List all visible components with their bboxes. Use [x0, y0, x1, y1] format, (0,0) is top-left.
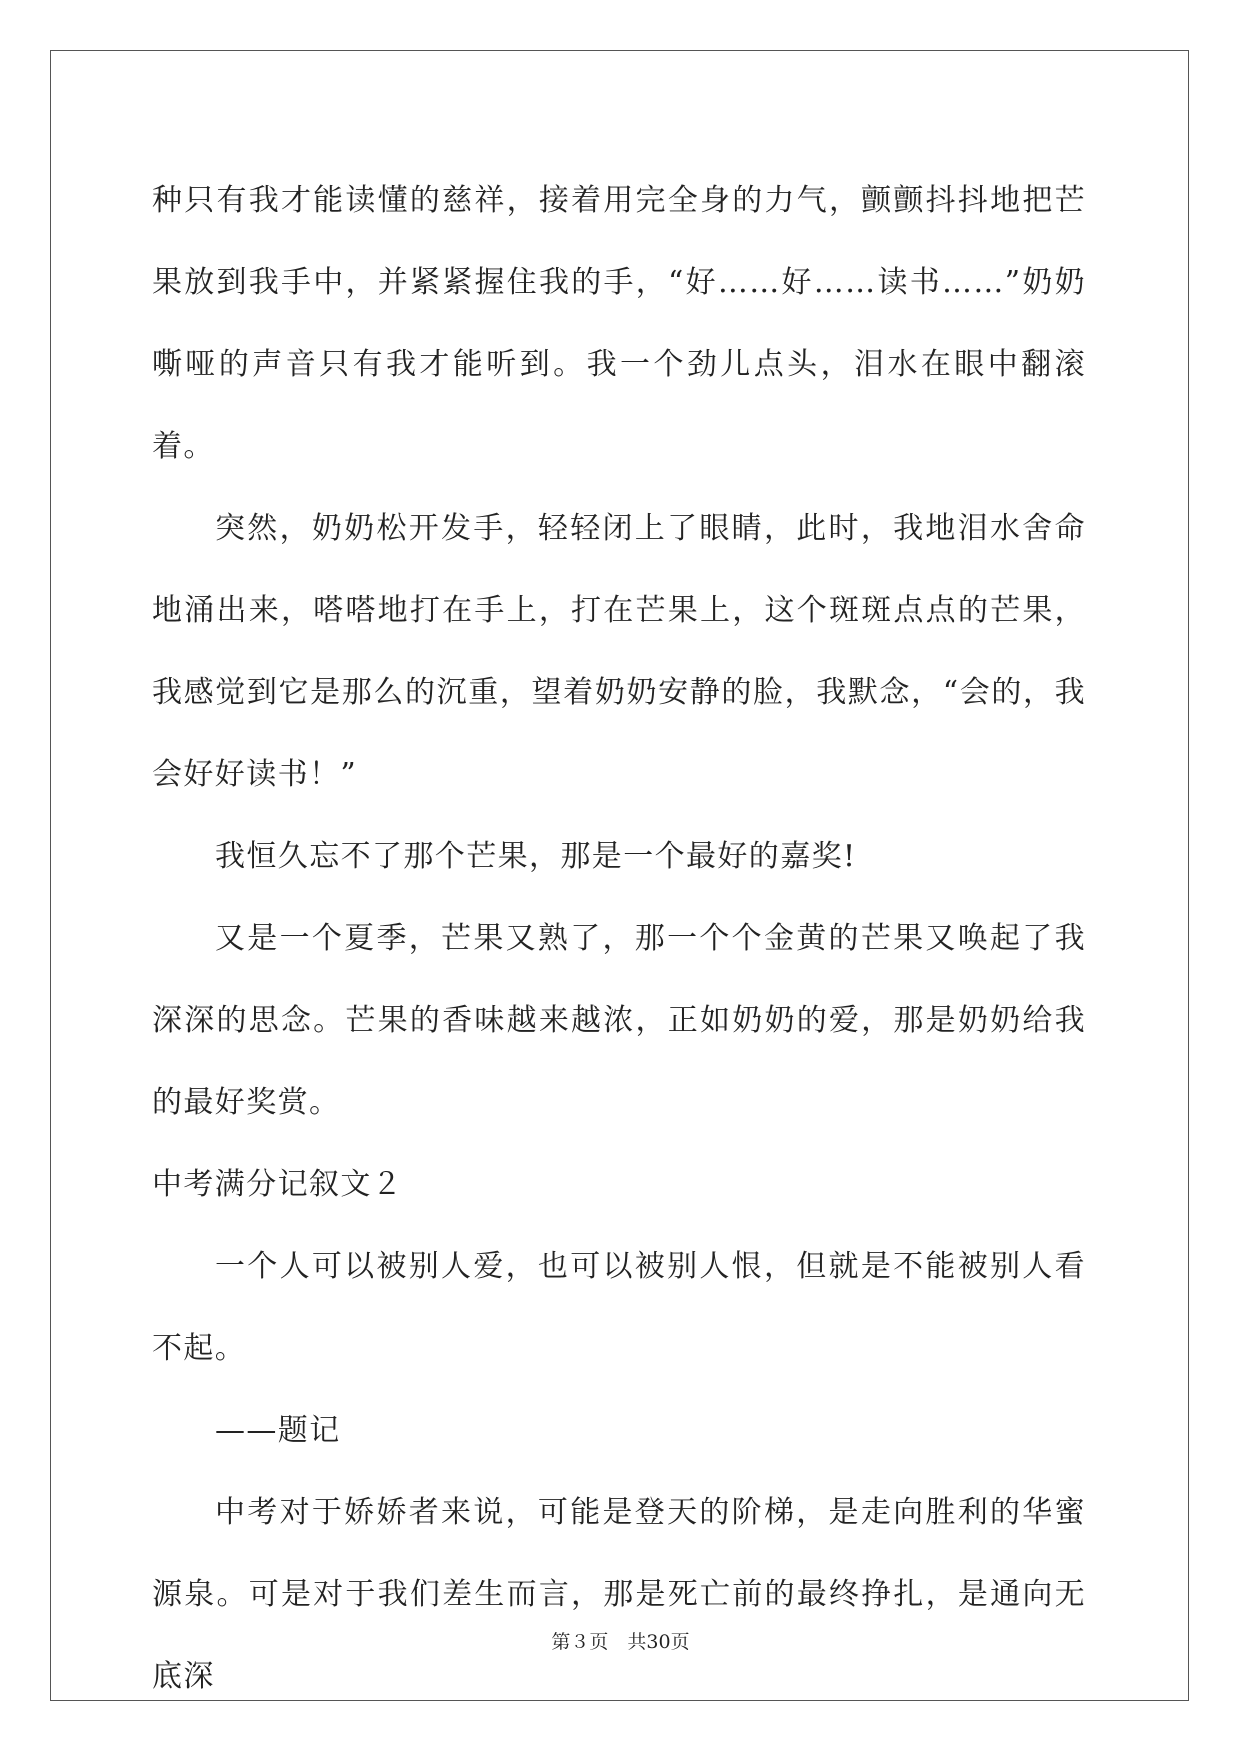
- paragraph-5: 中考对于娇娇者来说，可能是登天的阶梯，是走向胜利的华蜜源泉。可是对于我们差生而言，那是死亡前的最终挣扎，是通向无底深: [152, 1495, 1086, 1694]
- paragraph-3: 我恒久忘不了那个芒果，那是一个最好的嘉奖!: [215, 839, 857, 874]
- section-heading: 中考满分记叙文２: [152, 1167, 404, 1202]
- document-body: [152, 160, 1086, 1718]
- page-number-footer: 第３页 共30页: [551, 1631, 690, 1653]
- paragraph-1: 种只有我才能读懂的慈祥，接着用完全身的力气，颤颤抖抖地把芒果放到我手中，并紧紧握住我的手，“好……好……读书……”奶奶嘶哑的声音只有我才能听到。我一个劲儿点头，泪水在眼中翻滚着。: [152, 183, 1086, 464]
- paragraph-4: 又是一个夏季，芒果又熟了，那一个个金黄的芒果又唤起了我深深的思念。芒果的香味越来越浓，正如奶奶的爱，那是奶奶给我的最好奖赏。: [152, 921, 1086, 1120]
- paragraph-2: 突然，奶奶松开发手，轻轻闭上了眼睛，此时，我地泪水舍命地涌出来，嗒嗒地打在手上，打在芒果上，这个斑斑点点的芒果，我感觉到它是那么的沉重，望着奶奶安静的脸，我默念，“会的，我会好好读书！”: [152, 511, 1086, 792]
- paragraph-epigraph: 一个人可以被别人爱，也可以被别人恨，但就是不能被别人看不起。: [152, 1249, 1086, 1366]
- paragraph-epigraph-attribution: ——题记: [215, 1413, 341, 1448]
